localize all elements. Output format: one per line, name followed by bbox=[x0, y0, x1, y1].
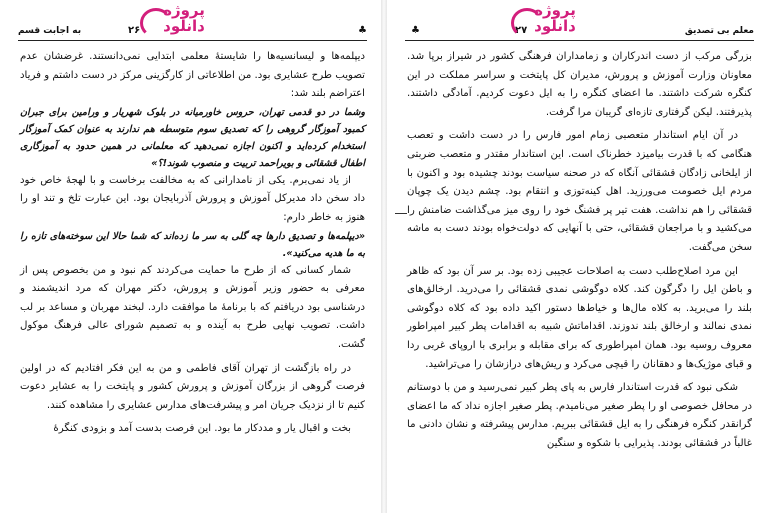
paragraph: از یاد نمی‌برم. یکی از نامدارانی که به مخالفت برخاست و با لهجهٔ خاص خود داد سخن داد مدیرکل آموزش و پرورش آذربایجان بود. این عبارت تلخ و تند او را هنوز به خاطر دارم: bbox=[20, 174, 365, 223]
logo-swirl-icon bbox=[511, 8, 543, 38]
site-logo bbox=[507, 2, 603, 38]
paragraph: این مرد اصلاح‌طلب دست به اصلاحات عجیبی زده بود. بر سر آن بود که ظاهر و باطن ایل را دگرگون کند. کلاه دوگوشی نمدی قشقائی را می‌درید. ارخالق‌های بلند را می‌برید. به کلاه مال‌ها و خیاط‌ها دستور اکید داده بود که کلاه دوگوشی نمدی نمالند و ارخالق بلند ندوزند. اقداماتش شبیه به اقدامات پطر کبیر امپراطور معروف روسیه بود. همان امپراطوری که برای مقابله و برابری با اروپای غربی ردا و قبای موژیک‌ها و دهقانان را قیچی می‌کرد و ریش‌های درازشان را می‌تراشید. bbox=[407, 265, 752, 370]
ornament-icon: ♣ bbox=[358, 25, 367, 36]
site-logo bbox=[136, 2, 232, 38]
running-title: معلم بی تصدیق bbox=[684, 26, 754, 36]
logo-text-line2: دانلود bbox=[163, 17, 205, 35]
left-page bbox=[0, 0, 381, 513]
paragraph: در آن ایام استاندار متعصبی زمام امور فارس را در دست داشت و تعصب هنگامی که با قدرت بیامیزد خطرناک است. این استاندار مقتدر و متعصب ضربتی از ایلخانی زادگان قشقائی آنگاه که در صحنه سیاست بودند چشیده بود و اکنون با مردم ایل خصومت می‌ورزید. اهل کینه‌توزی و انتقام بود. چشم دیدن یک چوپان قشقائی را هم نداشت. هفت تیر پر فشنگ خود را روی میز می‌گذاشت ضامنش را می‌کشید و با مراجعان قشقائی، حتی با آنهایی که دولت‌خواه بودند دست به ماشه سخن می‌گفت. bbox=[407, 130, 752, 253]
page-body bbox=[20, 48, 365, 439]
page-number: ۲۷ bbox=[515, 25, 528, 36]
paragraph: دیپلمه‌ها و لیسانسیه‌ها را شایستهٔ معلمی ابتدایی نمی‌دانستند. غرضشان عدم تصویب طرح عشایری بود. من اطلاعاتی از کارگزینی مرکز در دست داشتم و فریاد اعتراضم بلند شد: bbox=[20, 51, 365, 100]
logo-swirl-icon bbox=[140, 8, 172, 38]
page-number: ۲۶ bbox=[128, 25, 141, 36]
paragraph: بزرگی مرکب از دست اندرکاران و زمامداران فرهنگی کشور در شیراز برپا شد. معاونان وزارت آموزش و پرورش، مدیران کل پایتخت و سراسر مملکت در این کنگره شرکت داشتند. ما اعضای کنگره را به ایل دعوت کردیم. آمادگی داشتند. پذیرفتند. لیکن گرفتاری تازه‌ای گریبان مرا گرفت. bbox=[407, 51, 752, 118]
paragraph: شمار کسانی که از طرح ما حمایت می‌کردند کم نبود و من بخصوص پس از معرفی به حضور وزیر آموزش و پرورش، دکتر مهران که مرد اندیشمند و درشناسی بود دریافتم که با برنامهٔ ما موافقت دارد. لبخند مهربان و مساعد بر لب داشت. تصویب نهایی طرح به آینده و به تصمیم شورای عالی فرهنگ موکول گشت. bbox=[20, 264, 365, 350]
logo-text-line1: پروژه bbox=[163, 1, 205, 19]
paragraph: بخت و اقبال یار و مددکار ما بود. این فرصت بدست آمد و بزودی کنگرهٔ bbox=[53, 423, 351, 435]
ornament-icon: ♣ bbox=[411, 25, 420, 36]
logo-text-line2: دانلود bbox=[534, 17, 576, 35]
running-title: به اجابت قسم bbox=[18, 26, 82, 36]
paragraph: شکی نبود که قدرت استاندار فارس به پای پطر کبیر نمی‌رسید و من با دوستانم در محافل خصوصی او را پطر صغیر می‌نامیدم. پطر صغیر اجازه نداد که ما اعضای گرانقدر کنگره فرهنگی را به ایل قشقائی ببریم. مدارس پیشرفته و نشان دادنی ما غالباً در قشقائی بودند. پذیرایی با شکوه و سنگین bbox=[407, 382, 752, 449]
quote-block: وشما در دو قدمی تهران، حروس خاورمیانه در بلوک شهریار و ورامین برای جبران کمبود آموزگار گروهی را که تصدیق سوم متوسطه هم ندارند به عنوان کمک آموزگار استخدام کرده‌اید و اکنون اجازه نمی‌دهید که معلمانی در همین حدود به آموزگاری اطفال قشقائی و بویراحمد تربیت و منصوب شوند!؟» bbox=[20, 106, 365, 169]
page-body bbox=[407, 48, 752, 453]
logo-text-line1: پروژه bbox=[534, 1, 576, 19]
paragraph: در راه بازگشت از تهران آقای فاطمی و من به این فکر افتادیم که در اولین فرصت گروهی از بزرگان آموزش و پرورش کشور و پایتخت را به عشایر دعوت کنیم تا از نزدیک جریان امر و پیشرفت‌های مدارس عشایری را مشاهده کنند. bbox=[20, 362, 365, 411]
right-page bbox=[387, 0, 768, 513]
quote-block: «دیپلمه‌ها و تصدیق دارها چه گلی به سر ما زده‌اند که شما حالا این سوخته‌های تازه را به ما هدیه می‌کنید». bbox=[20, 230, 365, 259]
margin-mark bbox=[395, 213, 407, 214]
